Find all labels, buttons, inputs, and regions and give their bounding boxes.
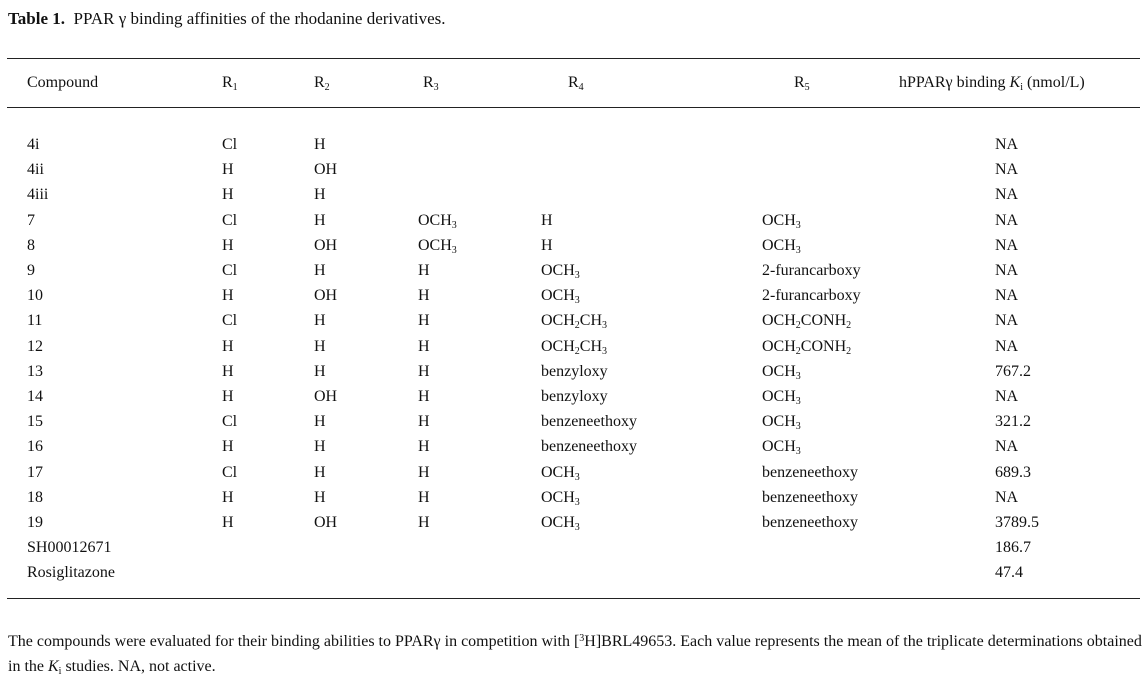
cell-r2: H bbox=[314, 463, 326, 481]
cell-r5: benzeneethoxy bbox=[762, 488, 858, 506]
cell-r3: H bbox=[418, 287, 430, 305]
cell-r4: benzeneethoxy bbox=[541, 438, 637, 456]
cell-r5: 2-furancarboxy bbox=[762, 262, 861, 279]
cell-r4: $OCH_3$ bbox=[541, 514, 580, 533]
cell-r4: $OCH_3$ bbox=[541, 287, 580, 307]
caption-text: PPAR γ binding affinities of the rhodanine derivatives. bbox=[73, 9, 446, 28]
cell-r1: H bbox=[222, 514, 234, 531]
cell-ki: NA bbox=[995, 287, 1019, 305]
cell-r3: H bbox=[418, 312, 430, 330]
cell-r5: benzeneethoxy bbox=[762, 514, 858, 531]
cell-compound: 13 bbox=[27, 362, 43, 380]
header-r5: $R_5$ bbox=[794, 74, 810, 93]
cell-r5: benzeneethoxy bbox=[762, 463, 858, 481]
cell-compound: 4ii bbox=[27, 161, 44, 179]
cell-r1: Cl bbox=[222, 262, 238, 279]
cell-compound: 19 bbox=[27, 514, 43, 531]
cell-r4: $OCH_2CH_3$ bbox=[541, 312, 608, 332]
cell-r3: H bbox=[418, 488, 430, 506]
cell-r5: $OCH_2CONH_2$ bbox=[762, 312, 852, 332]
cell-r1: Cl bbox=[222, 136, 238, 153]
cell-r4: $OCH_3$ bbox=[541, 488, 580, 508]
cell-r1: H bbox=[222, 236, 234, 254]
cell-r3: H bbox=[418, 413, 430, 431]
header-r4: $R_4$ bbox=[568, 74, 584, 93]
cell-ki: NA bbox=[995, 337, 1019, 355]
cell-r4: benzyloxy bbox=[541, 362, 608, 380]
cell-r5: $OCH_3$ bbox=[762, 236, 801, 256]
cell-compound: 11 bbox=[27, 312, 43, 330]
cell-r4: $OCH_3$ bbox=[541, 262, 580, 281]
cell-compound: 8 bbox=[27, 236, 35, 254]
cell-r1: Cl bbox=[222, 463, 238, 481]
cell-r2: OH bbox=[314, 161, 338, 179]
cell-compound: 10 bbox=[27, 287, 43, 305]
header-compound: Compound bbox=[27, 74, 99, 91]
cell-r1: H bbox=[222, 337, 234, 355]
cell-compound: 9 bbox=[27, 262, 35, 279]
cell-r4: benzeneethoxy bbox=[541, 413, 637, 431]
header-r2: $R_2$ bbox=[314, 74, 330, 93]
cell-r1: H bbox=[222, 362, 234, 380]
cell-ki: NA bbox=[995, 438, 1019, 456]
cell-ki: NA bbox=[995, 161, 1019, 179]
cell-r4: $OCH_3$ bbox=[541, 463, 580, 483]
cell-r4: H bbox=[541, 211, 553, 229]
cell-r2: H bbox=[314, 312, 326, 330]
cell-r2: H bbox=[314, 262, 326, 279]
cell-ki: NA bbox=[995, 312, 1019, 330]
cell-r3: H bbox=[418, 262, 430, 279]
cell-ki: NA bbox=[995, 236, 1019, 254]
cell-ki: 689.3 bbox=[995, 463, 1031, 481]
cell-r3: H bbox=[418, 463, 430, 481]
cell-r2: H bbox=[314, 211, 326, 229]
cell-ki: NA bbox=[995, 388, 1019, 405]
cell-r5: $OCH_3$ bbox=[762, 438, 801, 458]
cell-r3: $OCH_3$ bbox=[418, 211, 457, 231]
cell-compound: 7 bbox=[27, 211, 35, 229]
cell-r1: H bbox=[222, 186, 234, 204]
cell-r2: H bbox=[314, 136, 326, 153]
cell-r2: H bbox=[314, 488, 326, 506]
cell-r5: 2-furancarboxy bbox=[762, 287, 861, 305]
cell-compound: 16 bbox=[27, 438, 43, 456]
cell-r1: H bbox=[222, 438, 234, 456]
cell-r3: $OCH_3$ bbox=[418, 236, 457, 256]
cell-compound: 4iii bbox=[27, 186, 49, 204]
cell-ki: 321.2 bbox=[995, 413, 1031, 431]
caption-label: Table 1. bbox=[8, 9, 66, 28]
cell-compound: 18 bbox=[27, 488, 43, 506]
cell-r2: OH bbox=[314, 388, 338, 405]
cell-r1: Cl bbox=[222, 413, 238, 431]
cell-r3: H bbox=[418, 362, 430, 380]
cell-r4: benzyloxy bbox=[541, 388, 608, 405]
cell-r2: OH bbox=[314, 236, 338, 254]
cell-r2: H bbox=[314, 438, 326, 456]
header-ki: hPPARγ binding $K_i$ (nmol/L) bbox=[899, 74, 1085, 93]
cell-compound: 17 bbox=[27, 463, 43, 481]
table-footnote: The compounds were evaluated for their binding abilities to PPARγ in competition with [$^3$H]BRL49653. Each value represents the mean of the triplicate determinations obtained in the $K_i$ studies. NA, not active. bbox=[8, 633, 1142, 677]
cell-ki: 47.4 bbox=[995, 564, 1023, 582]
cell-r1: H bbox=[222, 161, 234, 179]
cell-r5: $OCH_3$ bbox=[762, 413, 801, 433]
cell-r5: $OCH_3$ bbox=[762, 388, 801, 407]
cell-ki: 3789.5 bbox=[995, 514, 1039, 531]
cell-compound: 15 bbox=[27, 413, 43, 431]
cell-ki: NA bbox=[995, 186, 1019, 204]
cell-r2: H bbox=[314, 413, 326, 431]
cell-compound: 4i bbox=[27, 136, 40, 153]
header-r1: $R_1$ bbox=[222, 74, 238, 93]
cell-r2: H bbox=[314, 337, 326, 355]
cell-r1: Cl bbox=[222, 312, 238, 330]
cell-r3: H bbox=[418, 438, 430, 456]
table-header-rule bbox=[7, 107, 1140, 108]
cell-ki: NA bbox=[995, 262, 1019, 279]
cell-compound: 14 bbox=[27, 388, 43, 405]
cell-r2: H bbox=[314, 186, 326, 204]
header-r3: $R_3$ bbox=[423, 74, 439, 93]
cell-compound: Rosiglitazone bbox=[27, 564, 115, 582]
cell-r2: H bbox=[314, 362, 326, 380]
cell-r3: H bbox=[418, 514, 430, 531]
cell-r2: OH bbox=[314, 287, 338, 305]
cell-ki: 767.2 bbox=[995, 362, 1031, 380]
cell-compound: SH00012671 bbox=[27, 539, 112, 557]
cell-ki: NA bbox=[995, 211, 1019, 229]
cell-ki: NA bbox=[995, 136, 1019, 153]
table-top-rule bbox=[7, 58, 1140, 59]
cell-r1: Cl bbox=[222, 211, 238, 229]
cell-r1: H bbox=[222, 488, 234, 506]
cell-compound: 12 bbox=[27, 337, 43, 355]
cell-r3: H bbox=[418, 337, 430, 355]
cell-r3: H bbox=[418, 388, 430, 405]
cell-r1: H bbox=[222, 287, 234, 305]
cell-r5: $OCH_3$ bbox=[762, 362, 801, 382]
table-bottom-rule bbox=[7, 598, 1140, 599]
table-caption bbox=[8, 9, 446, 29]
cell-r1: H bbox=[222, 388, 234, 405]
cell-r2: OH bbox=[314, 514, 338, 531]
cell-r5: $OCH_2CONH_2$ bbox=[762, 337, 852, 357]
cell-r4: $OCH_2CH_3$ bbox=[541, 337, 608, 357]
cell-ki: NA bbox=[995, 488, 1019, 506]
cell-r5: $OCH_3$ bbox=[762, 211, 801, 231]
cell-ki: 186.7 bbox=[995, 539, 1031, 557]
cell-r4: H bbox=[541, 236, 553, 254]
